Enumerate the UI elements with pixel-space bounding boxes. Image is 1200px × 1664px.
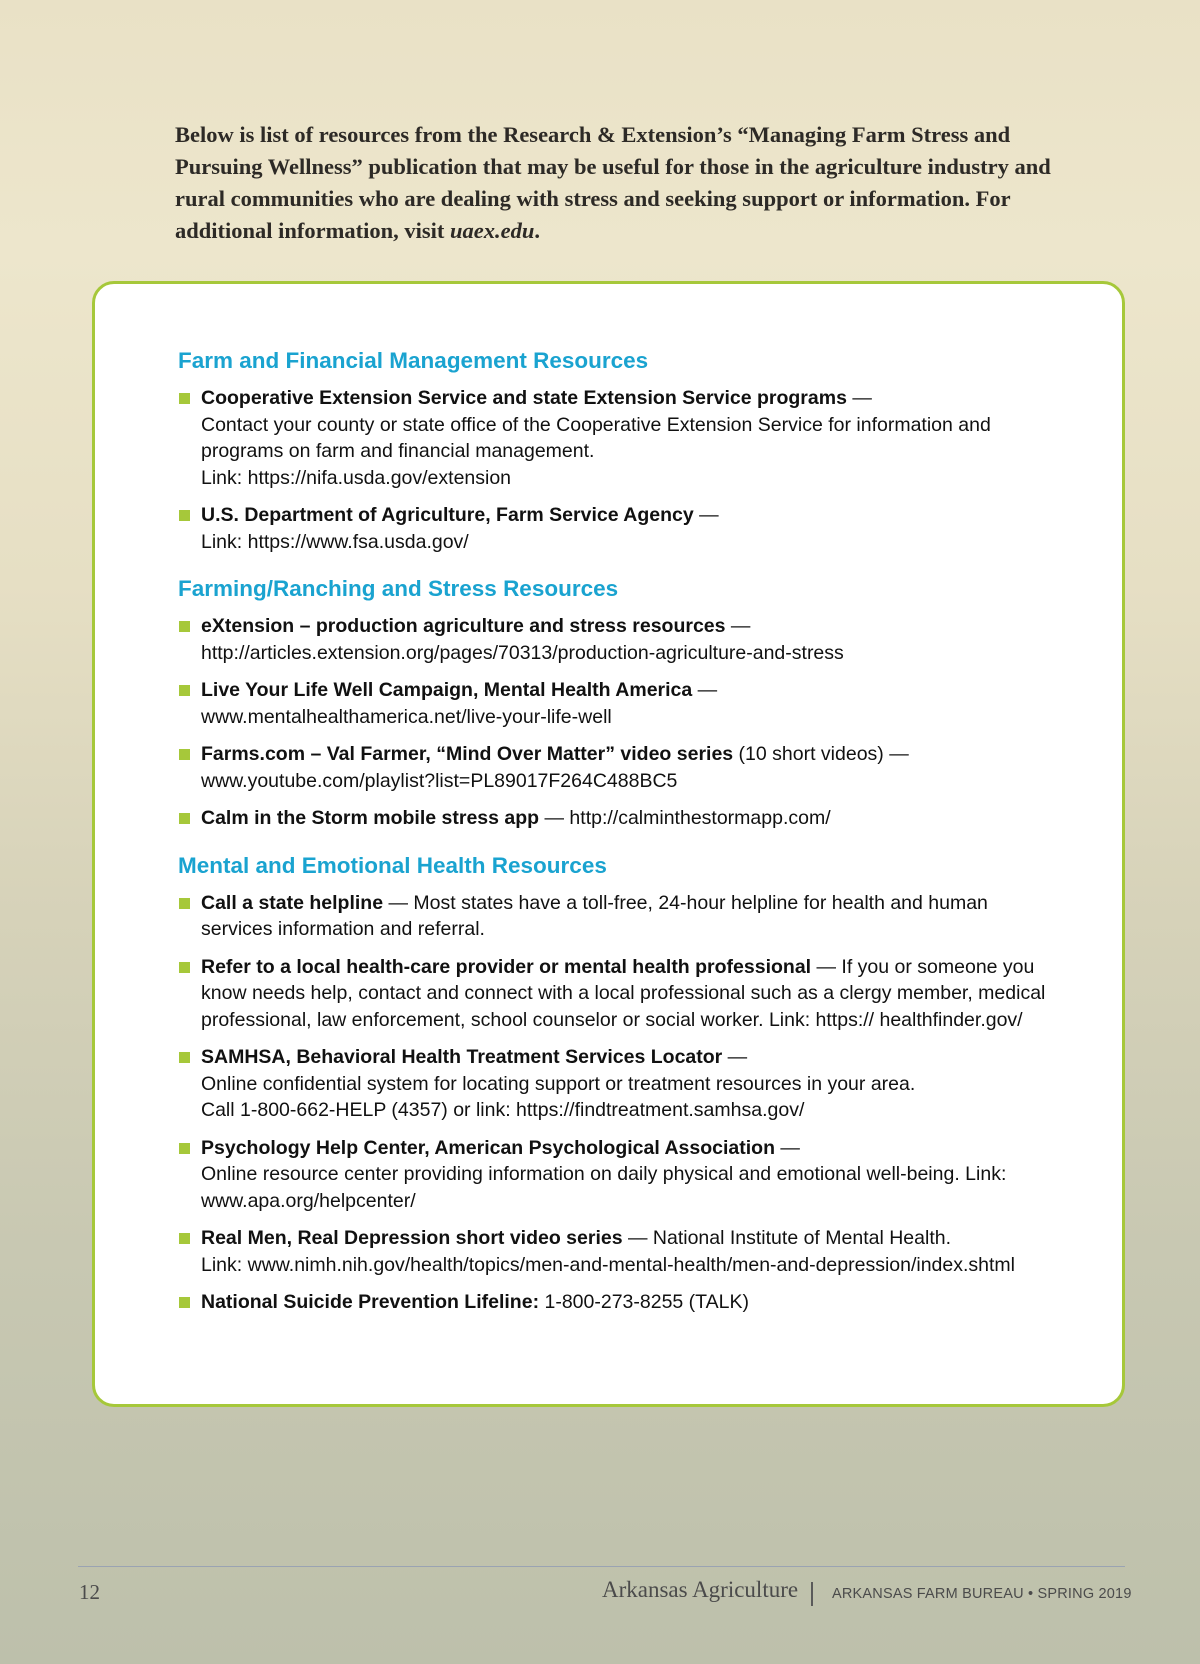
section-heading: Farming/Ranching and Stress Resources bbox=[178, 576, 619, 601]
resource-dash-text: — bbox=[846, 387, 878, 409]
resource-description: Call 1-800-662-HELP (4357) or link: https://findtreatment.samhsa.gov/ bbox=[201, 1099, 805, 1121]
resource-item bbox=[178, 1225, 1058, 1278]
resource-title-line bbox=[201, 1289, 1058, 1316]
square-bullet-icon bbox=[179, 393, 190, 404]
resource-dash-text: — bbox=[774, 1136, 806, 1159]
resource-title-line bbox=[201, 1044, 1058, 1071]
square-bullet-icon bbox=[179, 749, 190, 760]
resource-title: Refer to a local health-care provider or mental health professional bbox=[201, 955, 812, 978]
resource-description: Online resource center providing information on daily physical and emotional well-being. Link: www.apa.org/helpcenter/ bbox=[201, 1163, 1007, 1212]
footer-separator bbox=[811, 1582, 813, 1606]
resource-description: Link: www.nimh.nih.gov/health/topics/men-and-mental-health/men-and-depression/index.shtml bbox=[201, 1253, 1016, 1276]
magazine-title: Arkansas Agriculture bbox=[602, 1577, 799, 1602]
square-bullet-icon bbox=[179, 510, 190, 521]
resource-title: Farms.com – Val Farmer, “Mind Over Matter” video series bbox=[201, 743, 734, 765]
resource-title: Call a state helpline bbox=[201, 891, 384, 914]
resource-item bbox=[178, 741, 1058, 794]
resource-description: http://articles.extension.org/pages/70313/production-agriculture-and-stress bbox=[201, 641, 844, 664]
resource-title: SAMHSA, Behavioral Health Treatment Services Locator bbox=[201, 1046, 723, 1068]
resource-item bbox=[178, 1044, 1058, 1124]
resource-title-line bbox=[201, 1225, 1058, 1252]
resource-description: Contact your county or state office of the Cooperative Extension Service for information and programs on farm and financial management. bbox=[201, 413, 991, 462]
resource-title: Live Your Life Well Campaign, Mental Health America bbox=[201, 679, 693, 701]
intro-url[interactable]: uaex.edu bbox=[450, 217, 535, 243]
resources-content bbox=[178, 347, 1058, 1327]
resources-card bbox=[92, 281, 1125, 1407]
resource-title-line bbox=[201, 613, 1058, 640]
section-heading: Farm and Financial Management Resources bbox=[178, 348, 649, 373]
square-bullet-icon bbox=[179, 1052, 190, 1063]
resource-description: Link: https://www.fsa.usda.gov/ bbox=[201, 530, 469, 553]
intro-text: Below is list of resources from the Research & Extension’s “Managing Farm Stress and Pursuing Wellness” publication that may be useful for those in the agriculture industry and rural communities who are dealing with stress and seeking support or information. For additional information, visit bbox=[175, 121, 1051, 243]
square-bullet-icon bbox=[179, 621, 190, 632]
intro-paragraph bbox=[175, 119, 1075, 247]
resource-title-line bbox=[201, 502, 1058, 529]
resource-description: Link: https://nifa.usda.gov/extension bbox=[201, 466, 512, 489]
square-bullet-icon bbox=[179, 685, 190, 696]
square-bullet-icon bbox=[179, 1297, 190, 1308]
footer-divider bbox=[78, 1566, 1125, 1567]
page-number: 12 bbox=[79, 1580, 100, 1604]
square-bullet-icon bbox=[179, 1143, 190, 1154]
resource-dash-text: 1-800-273-8255 (TALK) bbox=[539, 1291, 749, 1313]
resource-title-line bbox=[201, 890, 1058, 943]
resource-title-line bbox=[201, 1135, 1058, 1162]
resource-dash-text: — bbox=[693, 504, 725, 526]
square-bullet-icon bbox=[179, 813, 190, 824]
resource-dash-text: — If you or someone you know needs help, contact and connect with a local professional such as a clergy member, medical professional, law enforcement, school counselor or social worker. Link: https:// healthfinder.gov/ bbox=[201, 955, 1051, 1031]
resource-dash-text: — bbox=[692, 679, 723, 701]
resource-title-line bbox=[201, 677, 1058, 704]
resource-item bbox=[178, 385, 1058, 491]
issue-date: SPRING 2019 bbox=[1037, 1586, 1132, 1602]
resource-dash-text: — National Institute of Mental Health. bbox=[622, 1227, 951, 1249]
resource-item bbox=[178, 613, 1058, 666]
resource-item bbox=[178, 502, 1058, 555]
resource-title-line bbox=[201, 385, 1058, 412]
resource-title-line bbox=[201, 954, 1058, 1034]
resource-title-line bbox=[201, 805, 1058, 832]
footer-dot: • bbox=[1027, 1586, 1034, 1602]
resource-item bbox=[178, 1135, 1058, 1215]
resource-title: Cooperative Extension Service and state Extension Service programs bbox=[201, 387, 847, 409]
resource-description: www.youtube.com/playlist?list=PL89017F264C488BC5 bbox=[201, 769, 678, 792]
resource-dash-text: (10 short videos) — bbox=[733, 743, 915, 765]
resource-title: Real Men, Real Depression short video series bbox=[201, 1227, 623, 1249]
resource-dash-text: — Most states have a toll-free, 24-hour helpline for health and human services information and referral. bbox=[201, 891, 994, 940]
square-bullet-icon bbox=[179, 962, 190, 973]
resource-dash-text: — http://calminthestormapp.com/ bbox=[539, 807, 831, 829]
resource-title: U.S. Department of Agriculture, Farm Service Agency bbox=[201, 504, 694, 526]
section-heading: Mental and Emotional Health Resources bbox=[178, 852, 607, 878]
resource-title: Psychology Help Center, American Psychological Association bbox=[201, 1136, 775, 1159]
resource-item bbox=[178, 1289, 1058, 1316]
square-bullet-icon bbox=[179, 898, 190, 909]
resource-item bbox=[178, 677, 1058, 730]
resource-description: Online confidential system for locating support or treatment resources in your area. bbox=[201, 1072, 916, 1095]
resource-dash-text: — bbox=[722, 1046, 753, 1068]
resource-title: National Suicide Prevention Lifeline: bbox=[201, 1291, 540, 1313]
resource-title: eXtension – production agriculture and stress resources bbox=[201, 615, 726, 637]
resource-item bbox=[178, 805, 1058, 832]
intro-end: . bbox=[534, 217, 541, 243]
publisher-name: ARKANSAS FARM BUREAU bbox=[832, 1586, 1024, 1602]
resource-title-line bbox=[201, 741, 1058, 768]
resource-item bbox=[178, 954, 1058, 1034]
square-bullet-icon bbox=[179, 1233, 190, 1244]
resource-title: Calm in the Storm mobile stress app bbox=[201, 807, 540, 829]
resource-item bbox=[178, 890, 1058, 943]
resource-description: www.mentalhealthamerica.net/live-your-life-well bbox=[201, 705, 612, 728]
footer-issue-info bbox=[832, 1586, 1132, 1602]
resource-dash-text: — bbox=[725, 615, 756, 637]
